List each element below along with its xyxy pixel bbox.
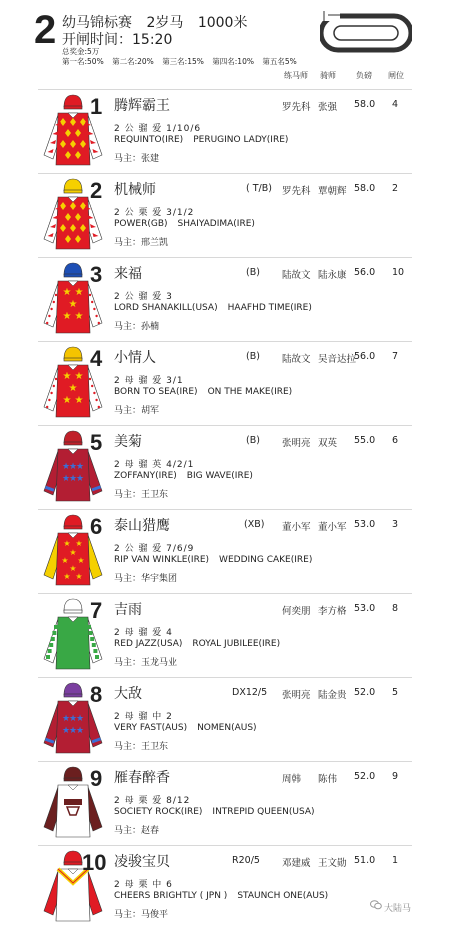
dam: HAAFHD TIME(IRE) — [227, 303, 312, 313]
svg-text:★: ★ — [63, 539, 71, 548]
sire: POWER(GB) — [114, 219, 168, 229]
owner: 马主：赵春 — [114, 826, 160, 836]
runner-row — [0, 593, 450, 677]
prize-split — [62, 56, 303, 67]
horse-name: 美菊 — [114, 434, 142, 450]
svg-text:★: ★ — [62, 371, 72, 382]
runner-number: 5 — [90, 430, 103, 455]
horse-name: 小情人 — [114, 350, 156, 366]
horse-info: 2 母 骝 爱 3/1 — [114, 376, 184, 386]
trainer: 邓建威 — [282, 858, 311, 869]
svg-text:★: ★ — [74, 395, 84, 406]
gear: DX12/5 — [232, 687, 268, 698]
weight: 52.0 — [354, 687, 376, 698]
trainer: 罗先科 — [282, 186, 311, 197]
owner: 马主：邢兰凯 — [114, 238, 169, 248]
owner: 马主：胡军 — [114, 406, 160, 416]
svg-text:★: ★ — [74, 311, 84, 322]
col-draw: 闸位 — [388, 71, 404, 80]
sire: RIP VAN WINKLE(IRE) — [114, 555, 210, 565]
runner-number: 9 — [90, 766, 103, 791]
svg-text:★: ★ — [75, 726, 85, 736]
runner-row — [0, 845, 450, 928]
runner-number: 8 — [90, 682, 103, 707]
watermark: 大陆马 — [384, 904, 412, 914]
svg-text:★: ★ — [61, 462, 71, 472]
jockey: 张强 — [318, 102, 338, 113]
runner-number: 10 — [82, 850, 107, 875]
runner-row — [0, 509, 450, 593]
owner: 马主：张建 — [114, 154, 160, 164]
horse-info: 2 母 骝 英 4/2/1 — [114, 460, 195, 470]
pedigree — [114, 303, 312, 313]
svg-text:★: ★ — [74, 287, 84, 298]
runner-number: 1 — [90, 94, 103, 119]
draw: 6 — [392, 435, 399, 446]
jockey: 吴音达拉 — [318, 354, 357, 365]
owner: 马主：王卫东 — [114, 742, 169, 752]
svg-text:★: ★ — [75, 572, 83, 581]
col-weight: 负磅 — [356, 71, 372, 80]
pedigree — [114, 471, 253, 481]
svg-text:★: ★ — [68, 462, 78, 472]
svg-text:★: ★ — [75, 714, 85, 724]
dam: INTREPID QUEEN(USA) — [212, 807, 315, 817]
sire: BORN TO SEA(IRE) — [114, 387, 198, 397]
svg-text:★: ★ — [68, 474, 78, 484]
sire: VERY FAST(AUS) — [114, 723, 188, 733]
owner: 马主：华宇集团 — [114, 574, 178, 584]
prize-split-2: 第二名:20% — [112, 57, 154, 66]
horse-name: 吉雨 — [114, 602, 142, 618]
svg-text:★: ★ — [68, 383, 78, 394]
pedigree — [114, 555, 312, 565]
horse-info: 2 母 栗 中 6 — [114, 880, 173, 890]
horse-name: 大敌 — [114, 686, 142, 702]
runner-number: 7 — [90, 598, 103, 623]
horse-info: 2 公 骝 爱 3 — [114, 292, 173, 302]
svg-text:★: ★ — [75, 462, 85, 472]
purse: 总奖金:5万 — [62, 47, 100, 56]
draw: 10 — [392, 267, 405, 278]
runner-row — [0, 341, 450, 425]
dam: ROYAL JUBILEE(IRE) — [192, 639, 281, 649]
row-divider — [38, 341, 412, 342]
row-divider — [38, 257, 412, 258]
draw: 7 — [392, 351, 399, 362]
gear: (XB) — [244, 519, 265, 530]
horse-name: 凌骏宝贝 — [114, 854, 170, 870]
svg-text:★: ★ — [75, 474, 85, 484]
svg-text:★: ★ — [62, 311, 72, 322]
race-age: 2岁马 — [146, 15, 184, 31]
runner-row — [0, 173, 450, 257]
jockey: 双英 — [318, 438, 338, 449]
trainer: 罗先科 — [282, 102, 311, 113]
runner-row — [0, 677, 450, 761]
horse-info: 2 公 骝 爱 7/6/9 — [114, 544, 195, 554]
race-number: 2 — [34, 8, 57, 52]
weight: 56.0 — [354, 267, 376, 278]
svg-text:★: ★ — [68, 714, 78, 724]
draw: 8 — [392, 603, 399, 614]
pedigree — [114, 387, 292, 397]
dam: SHAIYADIMA(IRE) — [177, 219, 255, 229]
horse-info: 2 公 栗 爱 3/1/2 — [114, 208, 195, 218]
svg-text:★: ★ — [61, 714, 71, 724]
gear: ( T/B) — [246, 183, 272, 194]
dam: WEDDING CAKE(IRE) — [219, 555, 313, 565]
start-time: 开闸时间：15:20 — [62, 32, 173, 48]
horse-info: 2 母 栗 爱 8/12 — [114, 796, 191, 806]
row-divider — [38, 509, 412, 510]
weight: 58.0 — [354, 183, 376, 194]
trainer: 张明亮 — [282, 438, 311, 449]
row-divider — [38, 173, 412, 174]
weight: 55.0 — [354, 435, 376, 446]
draw: 2 — [392, 183, 399, 194]
pedigree — [114, 807, 315, 817]
sire: LORD SHANAKILL(USA) — [114, 303, 218, 313]
jockey: 王文勋 — [318, 858, 347, 869]
owner: 马主：玉龙马业 — [114, 658, 178, 668]
weight: 51.0 — [354, 855, 376, 866]
jockey: 陆金贵 — [318, 690, 347, 701]
weight: 58.0 — [354, 99, 376, 110]
owner: 马主：王卫东 — [114, 490, 169, 500]
jockey: 董小军 — [318, 522, 347, 533]
row-divider — [38, 677, 412, 678]
wechat-icon — [370, 900, 382, 910]
race-distance: 1000米 — [197, 15, 248, 31]
svg-text:★: ★ — [61, 474, 71, 484]
draw: 1 — [392, 855, 399, 866]
gear: (B) — [246, 351, 260, 362]
draw: 9 — [392, 771, 399, 782]
dam: PERUGINO LADY(IRE) — [193, 135, 289, 145]
prize-split-1: 第一名:50% — [62, 57, 104, 66]
svg-text:★: ★ — [68, 726, 78, 736]
weight: 52.0 — [354, 771, 376, 782]
horse-name: 腾辉霸王 — [114, 98, 170, 114]
prize-split-4: 第四名:10% — [212, 57, 254, 66]
race-name: 幼马锦标赛 — [62, 15, 132, 31]
trainer: 陆故文 — [282, 270, 311, 281]
race-header — [0, 0, 450, 90]
dam: NOMEN(AUS) — [197, 723, 257, 733]
runner-row — [0, 89, 450, 173]
weight: 56.0 — [354, 351, 376, 362]
sire: REQUINTO(IRE) — [114, 135, 184, 145]
jockey: 覃朝辉 — [318, 186, 347, 197]
horse-name: 雁春醉香 — [114, 770, 170, 786]
row-divider — [38, 761, 412, 762]
gear: (B) — [246, 267, 260, 278]
horse-info: 2 母 骝 爱 4 — [114, 628, 173, 638]
pedigree — [114, 219, 255, 229]
svg-text:★: ★ — [62, 287, 72, 298]
runner-number: 2 — [90, 178, 103, 203]
owner: 马主：孙楠 — [114, 322, 160, 332]
dam: BIG WAVE(IRE) — [186, 471, 253, 481]
pedigree — [114, 891, 328, 901]
col-trainer: 练马师 — [284, 71, 308, 80]
svg-text:★: ★ — [69, 564, 77, 573]
row-divider — [38, 89, 412, 90]
svg-text:★: ★ — [63, 572, 71, 581]
pedigree — [114, 723, 257, 733]
prize-split-3: 第三名:15% — [162, 57, 204, 66]
jockey: 陆永康 — [318, 270, 347, 281]
runner-number: 3 — [90, 262, 103, 287]
dam: ON THE MAKE(IRE) — [207, 387, 293, 397]
svg-text:★: ★ — [74, 371, 84, 382]
trainer: 董小军 — [282, 522, 311, 533]
gear: (B) — [246, 435, 260, 446]
trainer: 陆故文 — [282, 354, 311, 365]
trainer: 张明亮 — [282, 690, 311, 701]
jockey: 李方格 — [318, 606, 347, 617]
weight: 53.0 — [354, 603, 376, 614]
prize-split-5: 第五名5% — [262, 57, 297, 66]
pedigree — [114, 639, 280, 649]
row-divider — [38, 593, 412, 594]
svg-text:★: ★ — [61, 726, 71, 736]
draw: 3 — [392, 519, 399, 530]
horse-name: 来福 — [114, 266, 142, 282]
jockey: 陈伟 — [318, 774, 338, 785]
row-divider — [38, 845, 412, 846]
runner-row — [0, 761, 450, 845]
gear: R20/5 — [232, 855, 260, 866]
svg-text:★: ★ — [75, 539, 83, 548]
horse-info: 2 母 骝 中 2 — [114, 712, 173, 722]
runner-number: 6 — [90, 514, 103, 539]
svg-text:★: ★ — [62, 395, 72, 406]
sire: CHEERS BRIGHTLY ( JPN ) — [114, 891, 228, 901]
trainer: 周韩 — [282, 774, 302, 785]
col-jockey: 骑师 — [320, 71, 336, 80]
runner-row — [0, 257, 450, 341]
svg-text:★: ★ — [69, 548, 77, 557]
weight: 53.0 — [354, 519, 376, 530]
runner-row — [0, 425, 450, 509]
svg-text:★: ★ — [61, 556, 69, 565]
dam: STAUNCH ONE(AUS) — [237, 891, 329, 901]
owner: 马主：马俊平 — [114, 910, 169, 920]
draw: 4 — [392, 99, 399, 110]
draw: 5 — [392, 687, 399, 698]
pedigree — [114, 135, 288, 145]
svg-text:★: ★ — [77, 556, 85, 565]
horse-name: 泰山猎鹰 — [114, 518, 170, 534]
svg-text:★: ★ — [68, 299, 78, 310]
row-divider — [38, 425, 412, 426]
track-diagram-icon — [320, 10, 412, 54]
horse-info: 2 公 骝 爱 1/10/6 — [114, 124, 202, 134]
runner-number: 4 — [90, 346, 103, 371]
sire: RED JAZZ(USA) — [114, 639, 183, 649]
sire: SOCIETY ROCK(IRE) — [114, 807, 203, 817]
sire: ZOFFANY(IRE) — [114, 471, 177, 481]
trainer: 何奕朋 — [282, 606, 311, 617]
horse-name: 机械师 — [114, 182, 156, 198]
